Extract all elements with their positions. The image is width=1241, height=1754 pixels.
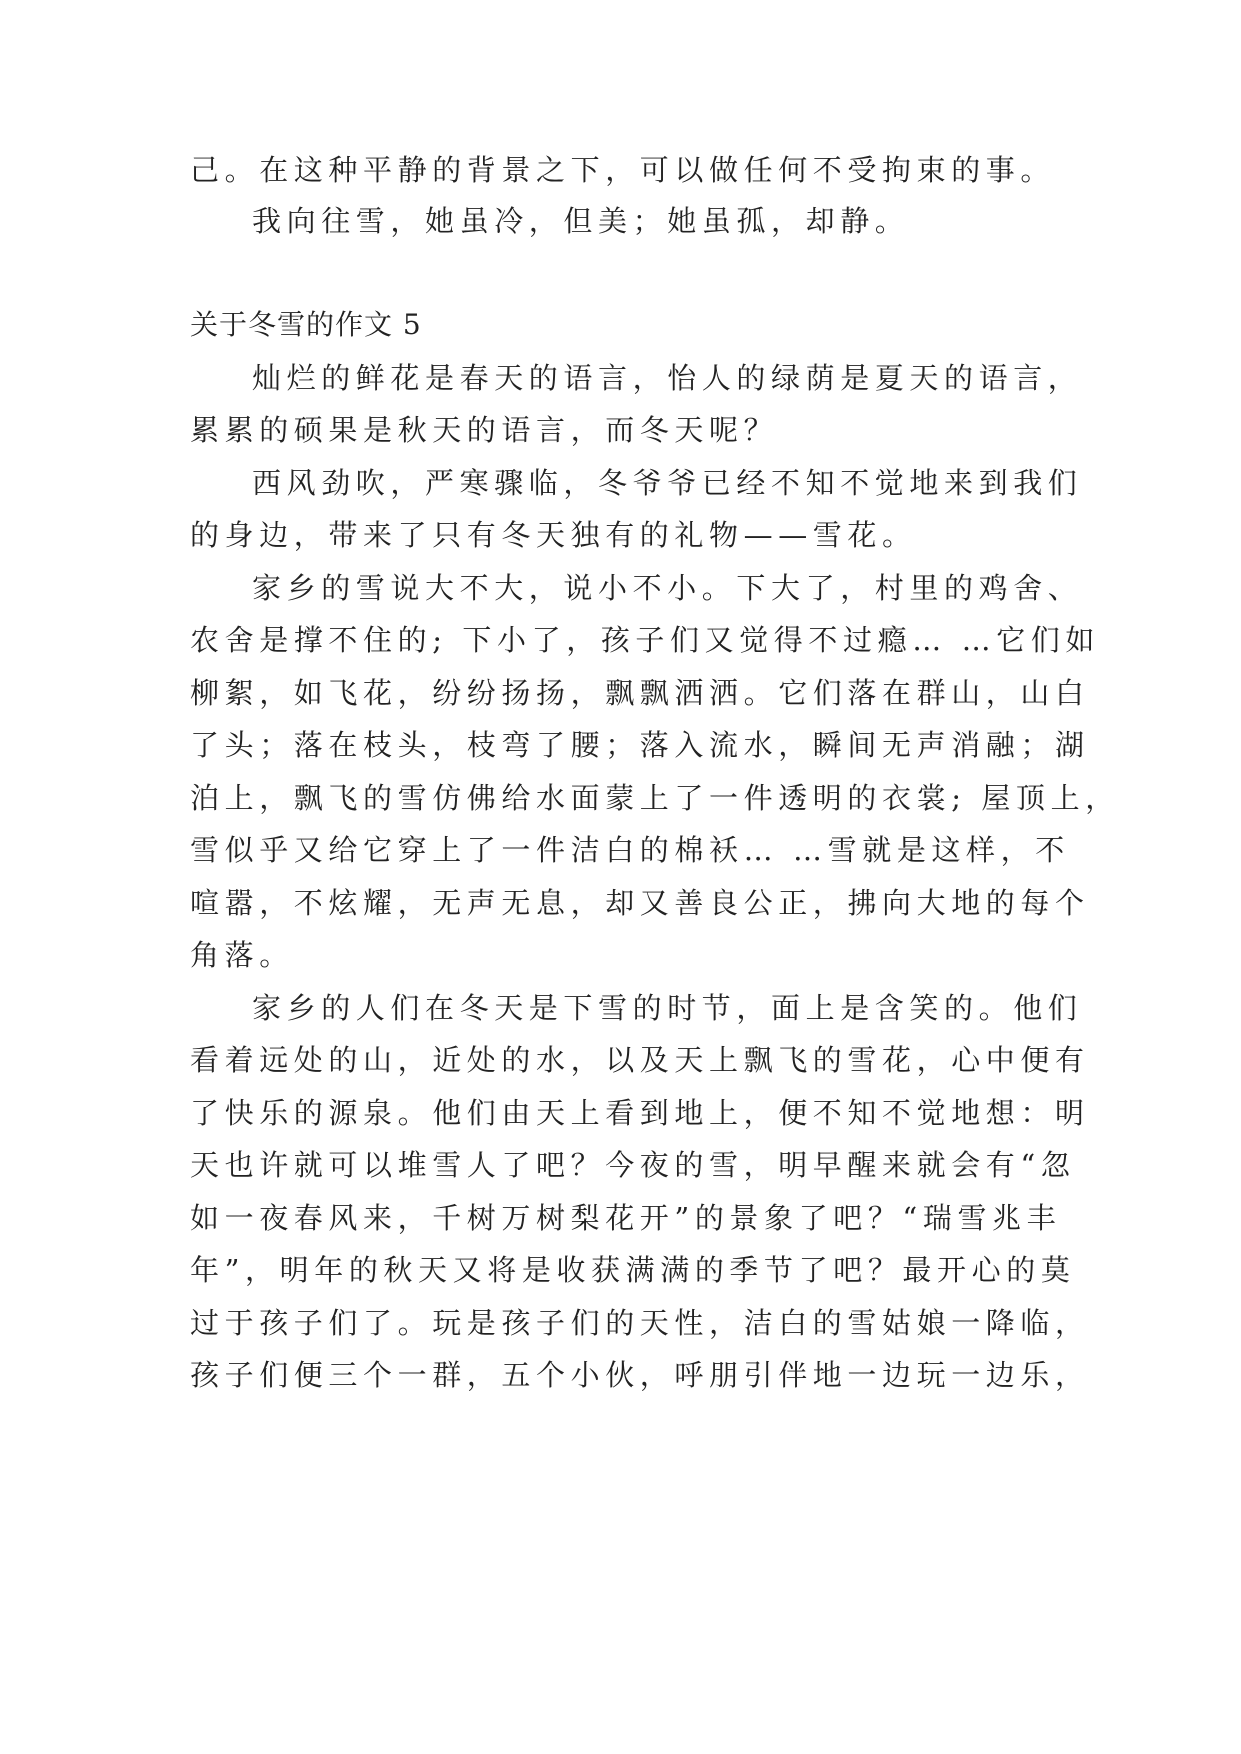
text-line: 灿烂的鲜花是春天的语言，怡人的绿荫是夏天的语言，: [252, 361, 1083, 395]
text-line: 柳絮，如飞花，纷纷扬扬，飘飘洒洒。它们落在群山，山白: [190, 676, 1090, 710]
text-line: 家乡的人们在冬天是下雪的时节，面上是含笑的。他们: [252, 991, 1083, 1025]
text-line: 天也许就可以堆雪人了吧？今夜的雪，明早醒来就会有“忽: [190, 1148, 1076, 1182]
text-line: 角落。: [190, 938, 294, 972]
text-line: 西风劲吹，严寒骤临，冬爷爷已经不知不觉地来到我们: [252, 466, 1083, 500]
text-line: 喧嚣，不炫耀，无声无息，却又善良公正，拂向大地的每个: [190, 886, 1090, 920]
text-line: 过于孩子们了。玩是孩子们的天性，洁白的雪姑娘一降临，: [190, 1306, 1090, 1340]
text-line: 雪似乎又给它穿上了一件洁白的棉袄… …雪就是这样，不: [190, 833, 1070, 867]
text-line: 农舍是撑不住的; 下小了，孩子们又觉得不过瘾… …它们如: [190, 623, 1101, 657]
text-line: 了快乐的源泉。他们由天上看到地上，便不知不觉地想：明: [190, 1096, 1090, 1130]
text-line: 累累的硕果是秋天的语言，而冬天呢？: [190, 413, 779, 447]
text-line: 看着远处的山，近处的水，以及天上飘飞的雪花，心中便有: [190, 1043, 1090, 1077]
text-line: 年”，明年的秋天又将是收获满满的季节了吧？最开心的莫: [190, 1253, 1076, 1287]
section-heading: 关于冬雪的作文 5: [190, 308, 422, 341]
text-line: 泊上，飘飞的雪仿佛给水面蒙上了一件透明的衣裳; 屋顶上，: [190, 781, 1120, 815]
text-line: 己。在这种平静的背景之下，可以做任何不受拘束的事。: [190, 153, 1056, 187]
text-line: 孩子们便三个一群，五个小伙，呼朋引伴地一边玩一边乐，: [190, 1358, 1090, 1392]
text-line: 家乡的雪说大不大，说小不小。下大了，村里的鸡舍、: [252, 571, 1083, 605]
text-line: 了头；落在枝头，枝弯了腰；落入流水，瞬间无声消融；湖: [190, 728, 1090, 762]
text-line: 我向往雪，她虽冷，但美；她虽孤，却静。: [252, 204, 910, 238]
text-line: 如一夜春风来，千树万树梨花开”的景象了吧？“瑞雪兆丰: [190, 1201, 1062, 1235]
text-line: 的身边，带来了只有冬天独有的礼物——雪花。: [190, 518, 917, 552]
